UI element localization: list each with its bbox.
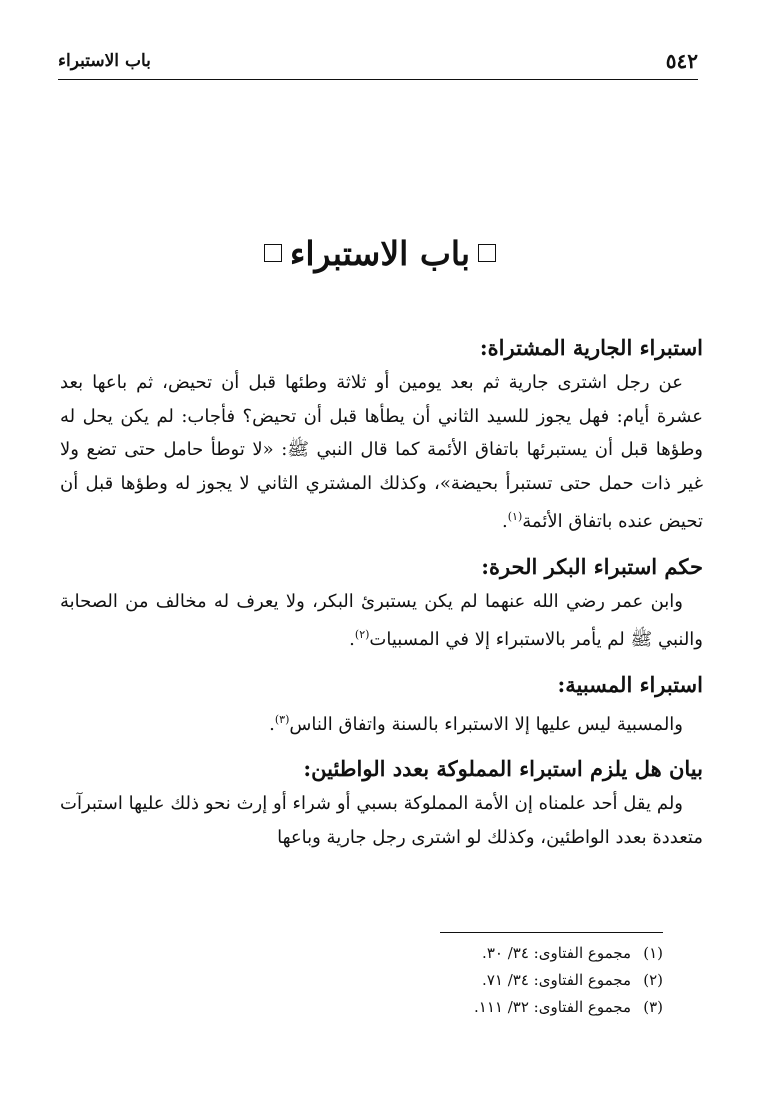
footnote <box>363 967 663 994</box>
footnote-number: (١) <box>643 944 663 962</box>
paragraph-text: وابن عمر رضي الله عنهما لم يكن يستبرئ البكر، ولا يعرف له مخالف من الصحابة والنبي ﷺ لم يأمر بالاستبراء إلا في المسبيات <box>60 590 703 650</box>
footnote-text: مجموع الفتاوى: ٣٤/ ٣٠. <box>482 944 631 962</box>
chapter-title-text: باب الاستبراء <box>289 234 471 273</box>
footnotes <box>363 940 663 1021</box>
square-ornament-icon <box>264 244 282 262</box>
body-text <box>60 330 703 854</box>
footnote-number: (٢) <box>643 971 663 989</box>
running-title: باب الاستبراء <box>58 51 151 71</box>
footnote-marker: (٣) <box>274 712 290 726</box>
footnote-text: مجموع الفتاوى: ٣٢/ ١١١. <box>474 998 631 1016</box>
section-heading: استبراء الجارية المشتراة: <box>479 335 703 360</box>
paragraph-end: . <box>349 629 355 650</box>
paragraph-end: . <box>269 713 275 735</box>
footnote <box>363 940 663 967</box>
footnote-marker: (٢) <box>354 628 370 641</box>
header-rule <box>58 79 698 80</box>
section-heading: حكم استبراء البكر الحرة: <box>481 553 703 579</box>
section-paragraph <box>60 366 703 539</box>
paragraph-text: ولم يقل أحد علمناه إن الأمة المملوكة بسبي أو شراء أو إرث نحو ذلك عليها استبرآت متعددة بعدد الواطئين، وكذلك لو اشترى رجل جارية وباعها <box>60 793 703 848</box>
section-paragraph <box>60 585 703 657</box>
running-header <box>58 44 698 78</box>
paragraph-text: عن رجل اشترى جارية ثم بعد يومين أو ثلاثة وطئها قبل أن تحيض، ثم باعها بعد عشرة أيام: فهل يجوز للسيد الثاني أن يطأها قبل أن تحيض؟ فأجاب: لم يكن يحل له وطؤها قبل أن يستبرئها باتفاق الأئمة كما قال النبي ﷺ: «لا توطأ حامل حتى تضع ولا غير ذات حمل حتى تستبرأ بحيضة»، وكذلك المشتري الثاني لا يجوز له وطؤها قبل أن تحيض عنده باتفاق الأئمة <box>60 372 703 532</box>
footnote-rule <box>440 932 663 933</box>
footnote-number: (٣) <box>643 998 663 1016</box>
section-heading: بيان هل يلزم استبراء المملوكة بعدد الواطئين: <box>303 756 703 781</box>
footnote-marker: (١) <box>507 510 523 523</box>
section-heading: استبراء المسبية: <box>557 671 703 697</box>
paragraph-end: . <box>502 511 508 532</box>
section-paragraph <box>60 787 703 854</box>
square-ornament-icon <box>478 244 496 262</box>
paragraph-text: والمسبية ليس عليها إلا الاستبراء بالسنة واتفاق الناس <box>289 713 683 735</box>
chapter-title <box>0 232 760 276</box>
footnote-text: مجموع الفتاوى: ٣٤/ ٧١. <box>482 971 631 989</box>
page-number: ٥٤٢ <box>665 49 698 73</box>
section-paragraph <box>60 703 703 742</box>
footnote <box>363 994 663 1021</box>
